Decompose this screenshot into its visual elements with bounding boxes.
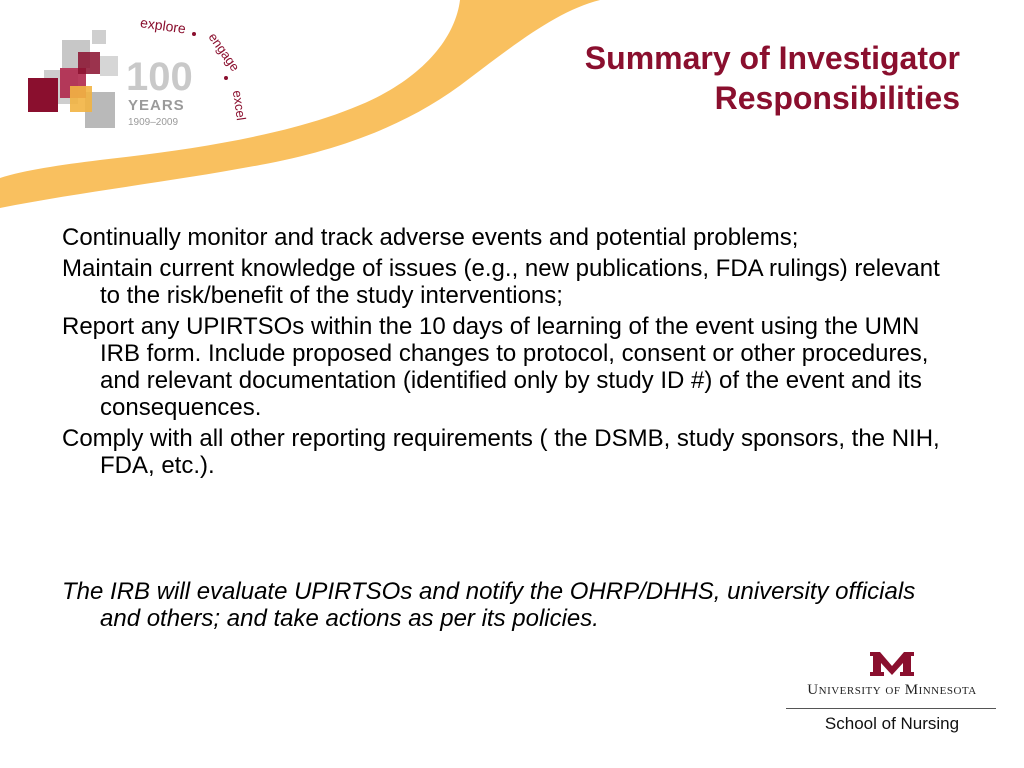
anniversary-number: 100 bbox=[126, 55, 193, 99]
responsibility-list bbox=[62, 224, 942, 483]
title-line-1: Summary of Investigator bbox=[584, 40, 960, 76]
tagline-engage: engage bbox=[205, 29, 243, 74]
title-line-2: Responsibilities bbox=[714, 80, 960, 116]
slide-title bbox=[400, 38, 960, 118]
list-item: Maintain current knowledge of issues (e.g., new publications, FDA rulings) relevant to the risk/benefit of the study interventions; bbox=[62, 255, 940, 309]
logo-divider bbox=[786, 708, 996, 709]
tagline-dot-2 bbox=[224, 76, 228, 80]
irb-note: The IRB will evaluate UPIRTSOs and notify the OHRP/DHHS, university officials and others; and take actions as per its policies. bbox=[62, 578, 916, 632]
tagline-explore: explore bbox=[139, 14, 187, 37]
logo-square-maroon-3 bbox=[78, 52, 100, 74]
logo-square-gold bbox=[70, 86, 92, 112]
umn-school-of-nursing-logo bbox=[784, 646, 1000, 746]
logo-square-maroon-1 bbox=[28, 78, 58, 112]
logo-square-gray-5 bbox=[92, 30, 106, 44]
anniversary-years: YEARS bbox=[128, 97, 185, 114]
school-name: School of Nursing bbox=[824, 714, 960, 733]
list-item: Report any UPIRTSOs within the 10 days of learning of the event using the UMN IRB form. Include proposed changes to protocol, consent or other procedures, and relevant documentation (identified only by study ID #) of the event and its consequences. bbox=[62, 313, 929, 421]
tagline-excel: excel bbox=[229, 89, 249, 122]
list-item: Continually monitor and track adverse events and potential problems; bbox=[62, 224, 799, 251]
block-m-icon bbox=[868, 648, 916, 680]
anniversary-range: 1909–2009 bbox=[128, 117, 179, 128]
university-name: University of Minnesota bbox=[807, 682, 977, 698]
tagline-dot-1 bbox=[192, 32, 196, 36]
header-artwork bbox=[0, 0, 600, 240]
list-item: Comply with all other reporting requirements ( the DSMB, study sponsors, the NIH, FDA, etc.). bbox=[62, 425, 940, 479]
logo-square-gray-4 bbox=[100, 56, 118, 76]
